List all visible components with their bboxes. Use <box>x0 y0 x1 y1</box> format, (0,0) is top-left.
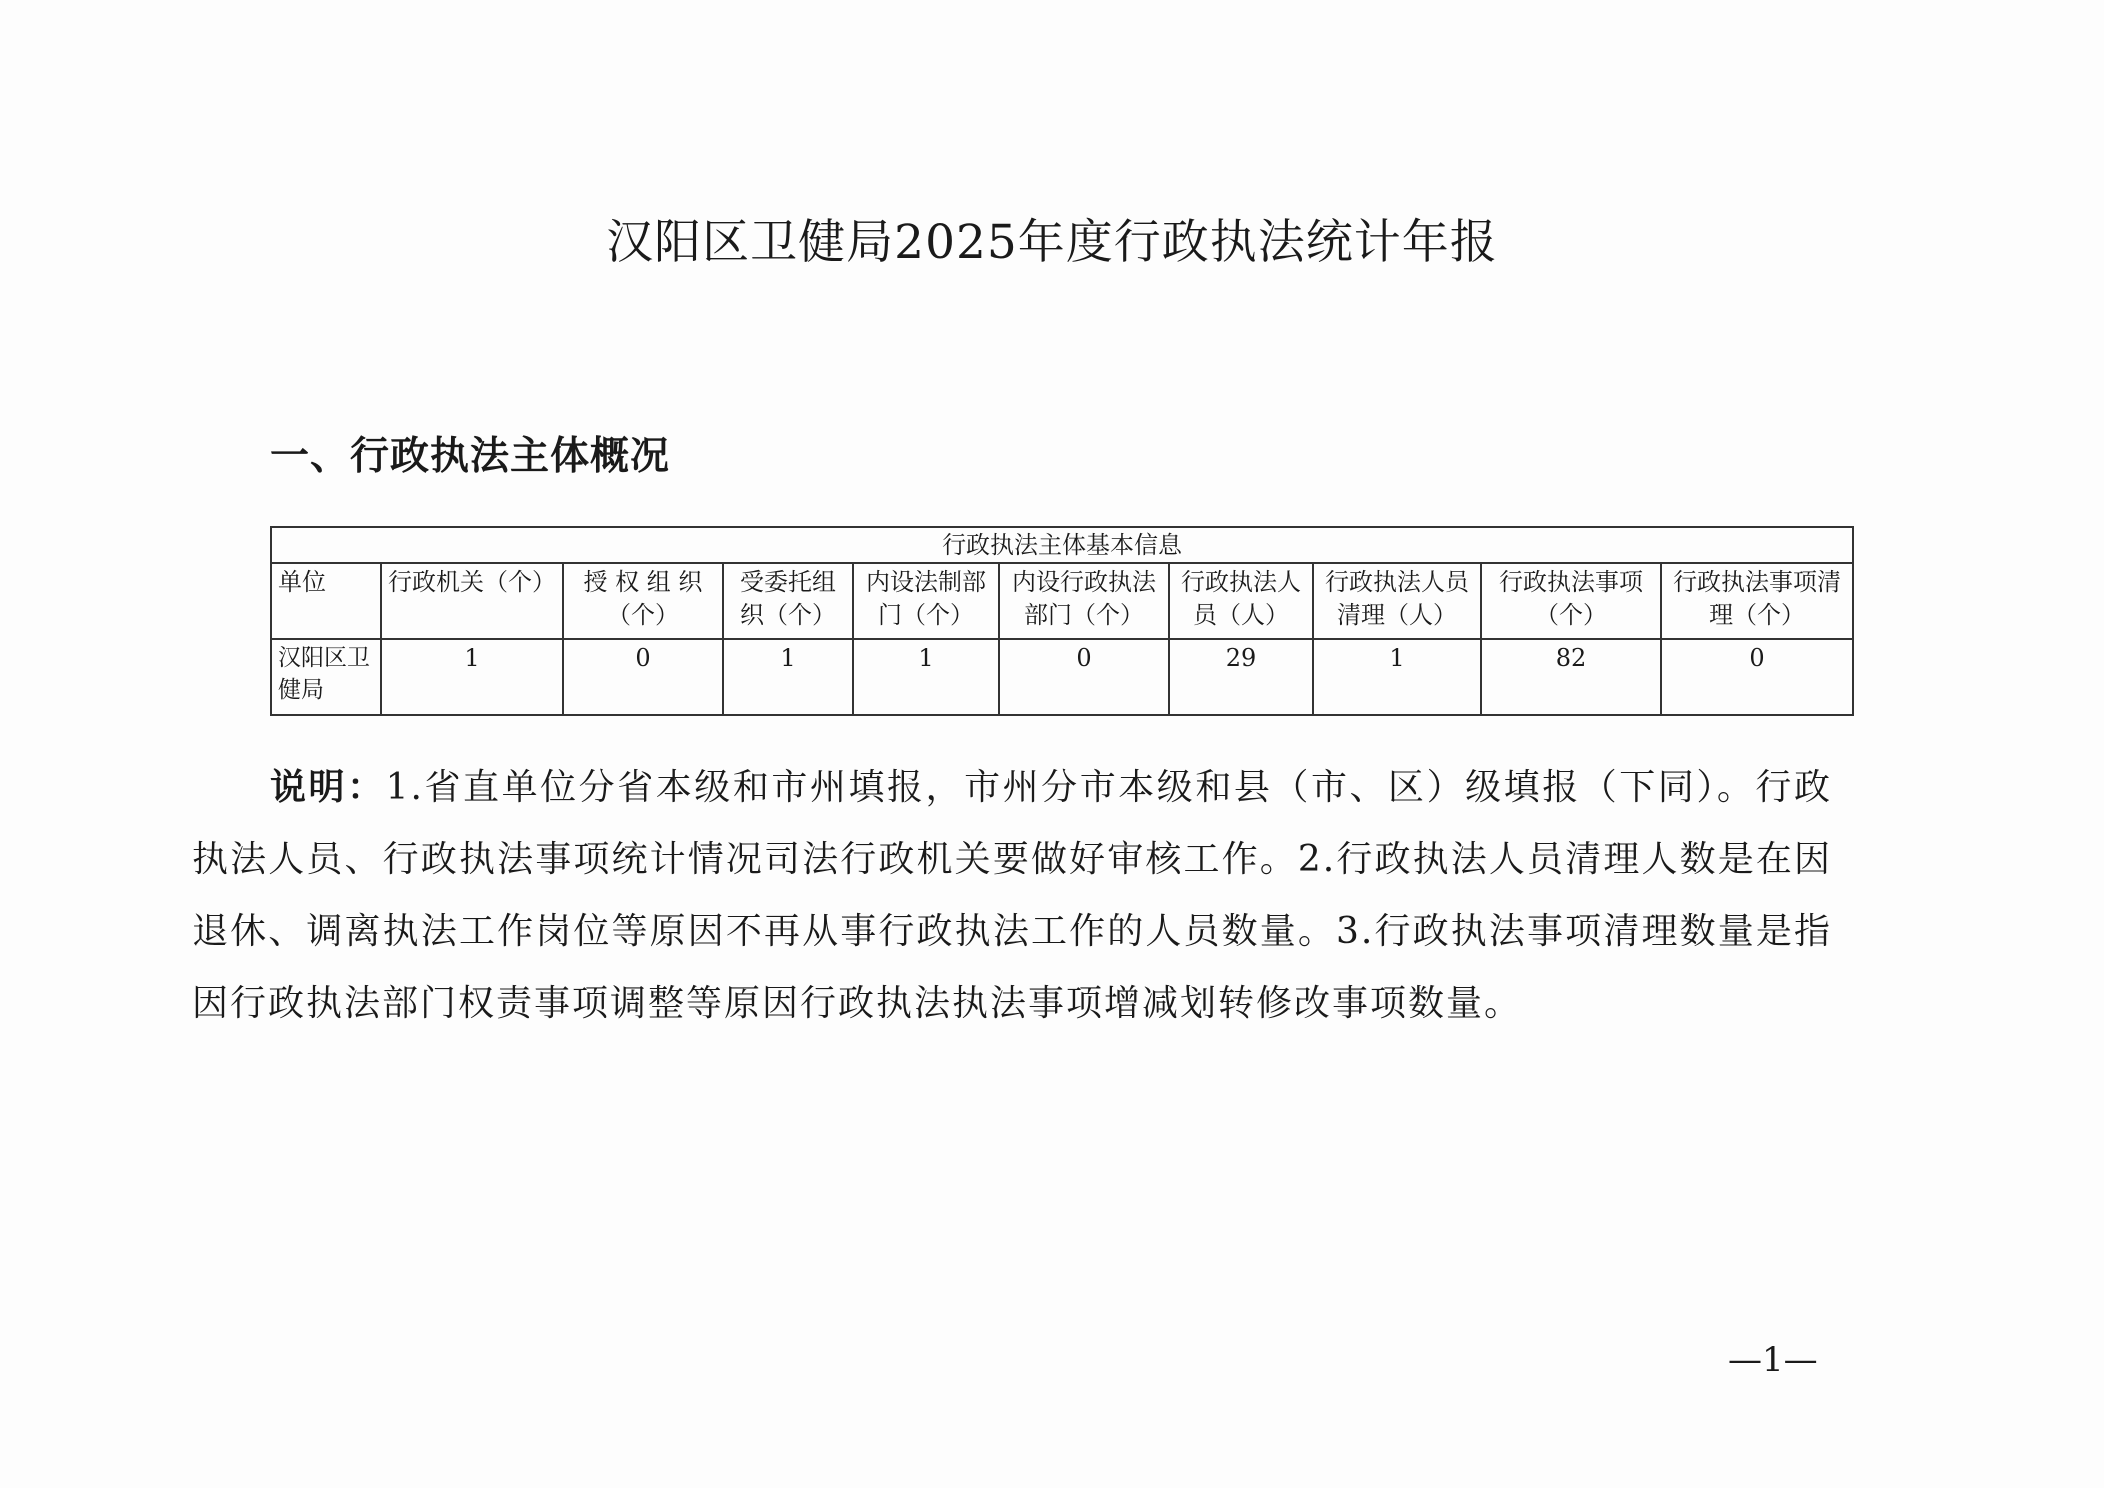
column-header-enforcement-staff: 行政执法人员（人） <box>1169 563 1313 639</box>
column-header-items-cleanup: 行政执法事项清理（个） <box>1661 563 1853 639</box>
cell-items-cleanup: 0 <box>1661 639 1853 715</box>
explanatory-note <box>192 752 1832 1040</box>
cell-enforcement-items: 82 <box>1481 639 1661 715</box>
cell-unit: 汉阳区卫健局 <box>271 639 381 715</box>
cell-legal-depts: 1 <box>853 639 999 715</box>
cell-enforcement-staff: 29 <box>1169 639 1313 715</box>
column-header-legal-depts: 内设法制部门（个） <box>853 563 999 639</box>
table-header-row <box>271 563 1853 639</box>
column-header-entrusted-orgs: 受委托组织（个） <box>723 563 853 639</box>
column-header-enforcement-depts: 内设行政执法部门（个） <box>999 563 1169 639</box>
table-row <box>271 639 1853 715</box>
column-header-authorized-orgs: 授 权 组 织（个） <box>563 563 723 639</box>
page-number: —1— <box>1728 1340 1818 1380</box>
cell-staff-cleanup: 1 <box>1313 639 1481 715</box>
column-header-unit: 单位 <box>271 563 381 639</box>
column-header-staff-cleanup: 行政执法人员清理（人） <box>1313 563 1481 639</box>
cell-enforcement-depts: 0 <box>999 639 1169 715</box>
column-header-enforcement-items: 行政执法事项（个） <box>1481 563 1661 639</box>
info-table <box>270 526 1854 716</box>
table-caption: 行政执法主体基本信息 <box>271 527 1853 563</box>
cell-entrusted-orgs: 1 <box>723 639 853 715</box>
cell-admin-organs: 1 <box>381 639 563 715</box>
note-text: 1.省直单位分省本级和市州填报，市州分市本级和县（市、区）级填报（下同）。行政执法人员、行政执法事项统计情况司法行政机关要做好审核工作。2.行政执法人员清理人数是在因退休、调离执法工作岗位等原因不再从事行政执法工作的人员数量。3.行政执法事项清理数量是指因行政执法部门权责事项调整等原因行政执法执法事项增减划转修改事项数量。 <box>192 767 1832 1024</box>
section-heading: 一、行政执法主体概况 <box>270 434 671 479</box>
column-header-admin-organs: 行政机关（个） <box>381 563 563 639</box>
document-title: 汉阳区卫健局2025年度行政执法统计年报 <box>606 215 1498 270</box>
note-label: 说明： <box>270 767 386 808</box>
cell-authorized-orgs: 0 <box>563 639 723 715</box>
